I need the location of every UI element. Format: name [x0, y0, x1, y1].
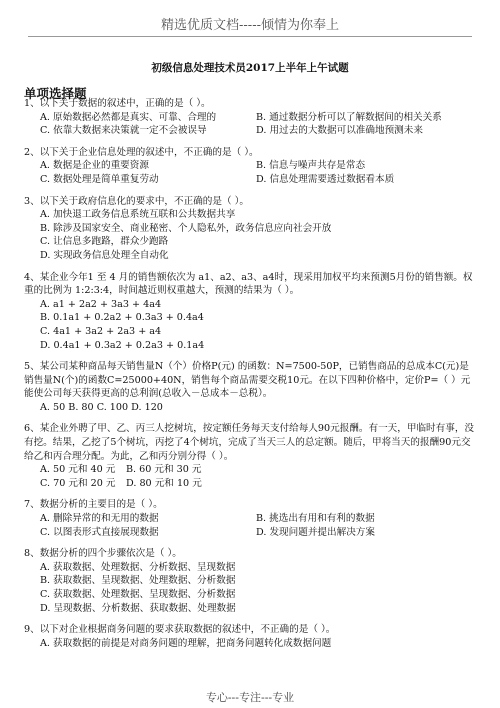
option-row — [40, 311, 476, 325]
option-text: D. 用过去的大数据可以准确地预测未来 — [256, 125, 423, 137]
option-row — [40, 222, 476, 236]
option-text: D. 实现政务信息处理全自动化 — [40, 249, 169, 261]
question-5 — [24, 360, 476, 414]
option-text: A. 数据是企业的重要资源 — [40, 160, 149, 172]
option-text: C. 获取数据、处理数据、呈现数据、分析数据 — [40, 589, 236, 600]
option-text: B. 获取数据、呈现数据、处理数据、分析数据 — [40, 575, 236, 587]
option-text: A. a1 + 2a2 + 3a3 + 4a4 — [40, 298, 162, 310]
option-text: B. 除涉及国家安全、商业秘密、个人隐私外，政务信息应向社会开放 — [40, 222, 332, 234]
question-text: 6、某企业外聘了甲、乙、丙三人挖树坑，按定额任务每天支付给每人90元报酬。有一天，甲临时有事，没有挖。结果，乙挖了5个树坑，丙挖了4个树坑，完成了当天三人的总定额。随后，甲将当天的报酬90元交给乙和丙合理分配。为此，乙和丙分别分得（ ）。 — [24, 423, 475, 462]
option-row — [40, 298, 476, 312]
option-text: A. 原始数据必然都是真实、可靠、合理的 — [40, 111, 217, 123]
option-row — [40, 208, 476, 222]
option-text: B. 信息与噪声共存是常态 — [256, 160, 366, 172]
option-row — [40, 512, 476, 526]
option-text: D. 信息处理需要透过数据看本质 — [256, 173, 395, 185]
option-row — [40, 463, 476, 477]
question-7 — [24, 498, 476, 539]
option-row — [40, 159, 476, 173]
options — [24, 298, 476, 352]
page-header: 精选优质文档-----倾情为你奉上 — [161, 18, 339, 33]
option-row — [40, 477, 476, 491]
option-row — [40, 561, 476, 575]
question-text: 8、数据分析的四个步骤依次是（ ）。 — [24, 548, 182, 560]
exam-title: 初级信息处理技术员2017上半年上午试题 — [151, 62, 349, 74]
option-text: A. 50 元和 40 元 — [40, 464, 116, 476]
question-text: 5、某公司某种商品每天销售量N（个）价格P(元) 的函数：N=7500-50P，已销售商品的总成本C(元)是销售量N(个)的函数C=25000+40N，销售每个商品需要交税10元。在以下四种价格中，定价P=（ ）元能使公司每天获得更高的总利润(总收入－总成本－总税）。 — [24, 361, 471, 400]
option-row — [40, 588, 476, 602]
options — [24, 512, 476, 539]
option-row — [40, 325, 476, 339]
option-row — [40, 602, 476, 616]
question-text: 3、以下关于政府信息化的要求中，不正确的是（ ）。 — [24, 195, 250, 207]
option-text: B. 挑选出有用和有利的数据 — [256, 513, 375, 525]
option-text: A. 获取数据、处理数据、分析数据、呈现数据 — [40, 561, 236, 573]
option-row — [40, 173, 476, 187]
option-row — [40, 637, 476, 651]
option-text: C. 依靠大数据来决策就一定不会被误导 — [40, 125, 207, 137]
question-text: 7、数据分析的主要目的是（ ）。 — [24, 499, 163, 511]
option-text: C. 以图表形式直接展现数据 — [40, 526, 159, 538]
question-text: 4、某企业今年1 至 4 月的销售额依次为 a1、a2、a3、a4时，现采用加权平均来预测5月份的销售额。权重的比例为 1:2:3:4，时间越近则权重越大，预测的结果为（ ）。 — [24, 271, 473, 297]
option-text: B. 通过数据分析可以了解数据间的相关关系 — [256, 111, 442, 123]
option-row — [40, 339, 476, 353]
header-divider — [28, 36, 472, 37]
option-text: A. 加快退工政务信息系统互联和公共数据共享 — [40, 209, 236, 221]
option-text: C. 让信息多跑路，群众少跑路 — [40, 236, 169, 248]
option-text: D. 0.4a1 + 0.3a2 + 0.2a3 + 0.1a4 — [40, 339, 205, 351]
question-text: 2、以下关于企业信息处理的叙述中，不正确的是（ ）。 — [24, 146, 259, 158]
question-text: 1、以下关于数据的叙述中，正确的是（ ）。 — [24, 98, 211, 109]
options — [24, 463, 476, 490]
option-text: D. 发现问题并提出解决方案 — [256, 526, 375, 538]
question-1 — [24, 97, 476, 138]
question-3 — [24, 195, 476, 263]
option-text: C. 4a1 + 3a2 + 2a3 + a4 — [40, 325, 162, 337]
option-text: B. 60 元和 30 元 — [126, 464, 202, 476]
options — [24, 561, 476, 615]
question-8 — [24, 547, 476, 615]
options — [24, 208, 476, 262]
option-row — [40, 249, 476, 263]
options — [24, 401, 476, 415]
option-row — [40, 401, 476, 415]
options — [24, 111, 476, 138]
question-4 — [24, 271, 476, 353]
option-row — [40, 526, 476, 540]
question-2 — [24, 146, 476, 187]
option-text: A. 50 B. 80 C. 100 D. 120 — [40, 401, 163, 413]
option-text: B. 0.1a1 + 0.2a2 + 0.3a3 + 0.4a4 — [40, 312, 204, 324]
question-6 — [24, 422, 476, 490]
section-heading: 单项选择题 — [24, 86, 87, 101]
page-footer: 专心---专注---专业 — [205, 691, 295, 704]
option-text: A. 删除异常的和无用的数据 — [40, 513, 159, 525]
question-list — [24, 97, 476, 658]
options — [24, 159, 476, 186]
question-9 — [24, 623, 476, 650]
option-text: D. 呈现数据、分析数据、获取数据、处理数据 — [40, 602, 236, 614]
options — [24, 637, 476, 651]
option-row — [40, 124, 476, 138]
option-row — [40, 235, 476, 249]
question-text: 9、以下对企业根据商务问题的要求获取数据的叙述中，不正确的是（ ）。 — [24, 624, 336, 636]
option-row — [40, 574, 476, 588]
option-text: D. 80 元和 10 元 — [126, 477, 202, 489]
option-text: C. 70 元和 20 元 — [40, 477, 116, 489]
option-text: C. 数据处理是简单重复劳动 — [40, 173, 159, 185]
option-row — [40, 111, 476, 125]
option-text: A. 获取数据的前提是对商务问题的理解，把商务问题转化成数据问题 — [40, 637, 332, 649]
